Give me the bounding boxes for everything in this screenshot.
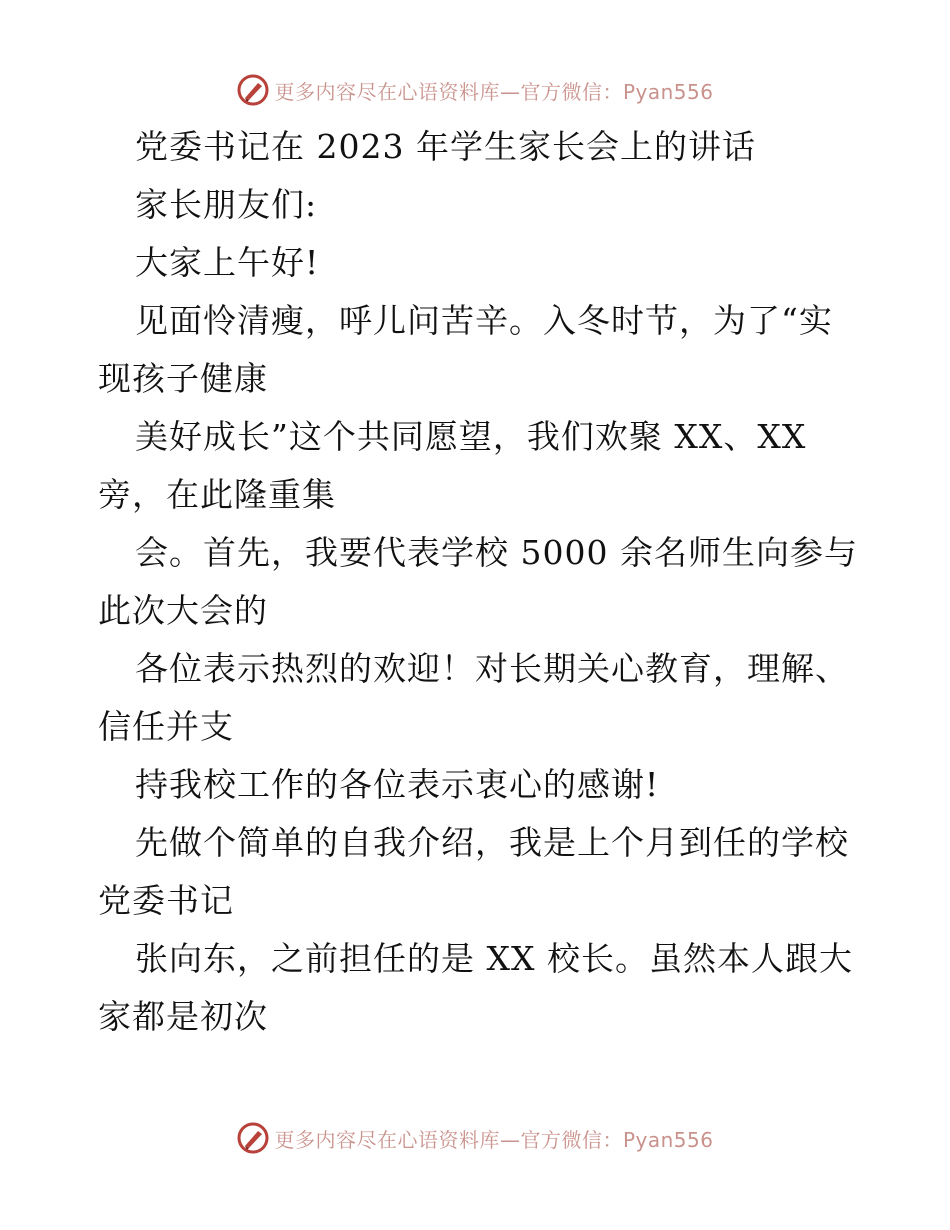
document-title: 党委书记在 2023 年学生家长会上的讲话 [135,127,756,166]
paragraph-line: 此次大会的 [98,591,268,630]
paragraph-line: 会。首先，我要代表学校 5000 余名师生向参与 [135,533,858,572]
paragraph-line: 美好成长”这个共同愿望，我们欢聚 XX、XX [135,417,807,456]
paragraph-line: 张向东，之前担任的是 XX 校长。虽然本人跟大 [135,939,853,978]
pen-logo-icon [236,1121,270,1155]
paragraph-line: 先做个简单的自我介绍，我是上个月到任的学校 [135,823,849,862]
document-body [98,118,858,1046]
header-banner-text: 更多内容尽在心语资料库—官方微信：Pyan556 [274,79,714,104]
footer-banner-text: 更多内容尽在心语资料库—官方微信：Pyan556 [274,1127,714,1152]
paragraph-line: 旁，在此隆重集 [98,475,336,514]
paragraph-line: 党委书记 [98,881,234,920]
salutation: 家长朋友们: [135,185,318,224]
paragraph-line: 现孩子健康 [98,359,268,398]
pen-logo-icon [236,73,270,107]
paragraph-line: 持我校工作的各位表示衷心的感谢! [135,765,660,804]
greeting: 大家上午好! [135,243,320,282]
paragraph-line: 信任并支 [98,707,234,746]
paragraph-line: 家都是初次 [98,997,268,1036]
paragraph-line: 各位表示热烈的欢迎！对长期关心教育，理解、 [135,649,849,688]
footer-banner [0,1118,950,1158]
header-banner [0,70,950,110]
paragraph-line: 见面怜清瘦，呼儿问苦辛。入冬时节，为了“实 [135,301,833,340]
